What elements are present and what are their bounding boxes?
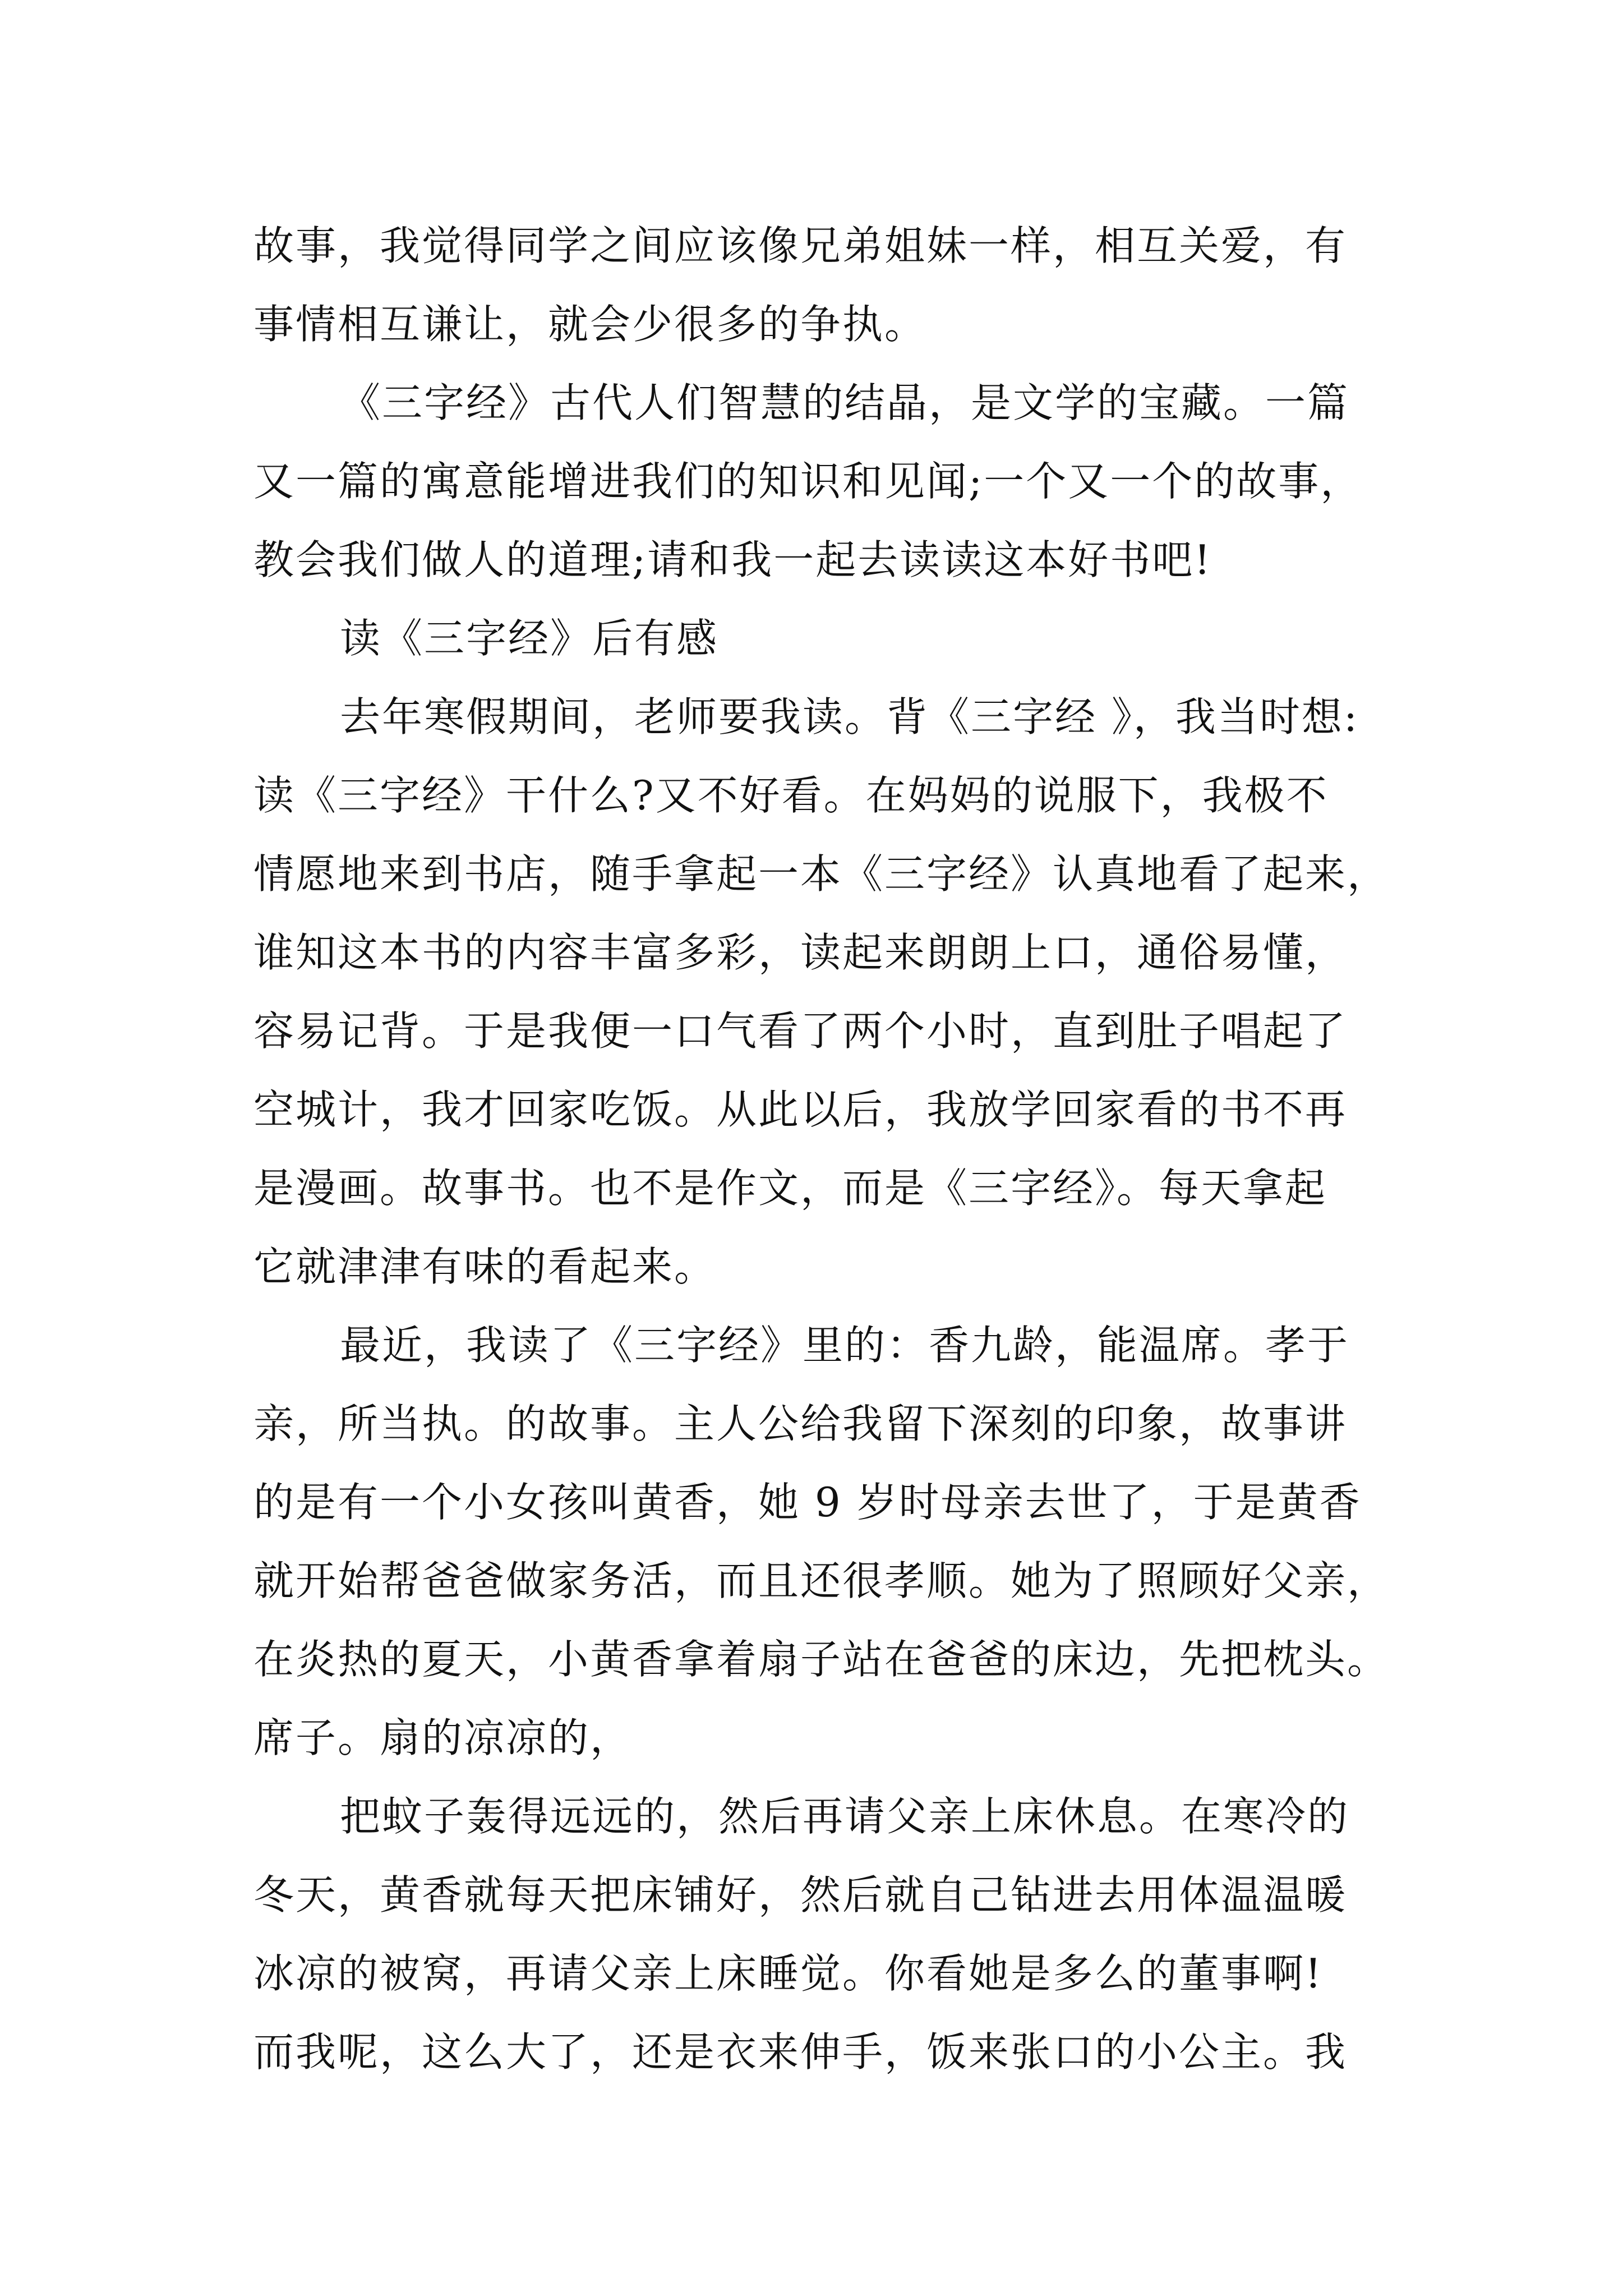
text-line: 读《三字经》干什么?又不好看。在妈妈的说服下，我极不 <box>253 772 1329 819</box>
text-line: 教会我们做人的道理;请和我一起去读读这本好书吧! <box>253 536 1212 583</box>
text-line: 的是有一个小女孩叫黄香，她 9 岁时母亲去世了，于是黄香 <box>253 1479 1362 1526</box>
paragraph-first-line: 去年寒假期间，老师要我读。背《三字经 》，我当时想: <box>340 693 1359 740</box>
text-line: 事情相互谦让，就会少很多的争执。 <box>253 301 927 348</box>
text-line: 亲，所当执。的故事。主人公给我留下深刻的印象，故事讲 <box>253 1400 1348 1447</box>
text-line: 空城计，我才回家吃饭。从此以后，我放学回家看的书不再 <box>253 1086 1348 1133</box>
text-line: 容易记背。于是我便一口气看了两个小时，直到肚子唱起了 <box>253 1007 1348 1055</box>
text-line: 而我呢，这么大了，还是衣来伸手，饭来张口的小公主。我 <box>253 2028 1348 2076</box>
text-line: 席子。扇的凉凉的， <box>253 1714 633 1761</box>
text-line: 就开始帮爸爸做家务活，而且还很孝顺。她为了照顾好父亲， <box>253 1557 1390 1604</box>
paragraph-first-line: 把蚊子轰得远远的，然后再请父亲上床休息。在寒冷的 <box>340 1793 1350 1840</box>
text-line: 情愿地来到书店，随手拿起一本《三字经》认真地看了起来， <box>253 850 1390 898</box>
paragraph-first-line: 读《三字经》后有感 <box>340 615 719 662</box>
text-line: 是漫画。故事书。也不是作文，而是《三字经》。每天拿起 <box>253 1165 1327 1212</box>
text-line: 冰凉的被窝，再请父亲上床睡觉。你看她是多么的董事啊! <box>253 1950 1323 1997</box>
text-line: 故事，我觉得同学之间应该像兄弟姐妹一样，相互关爱，有 <box>253 222 1348 269</box>
text-line: 又一篇的寓意能增进我们的知识和见闻;一个又一个的故事， <box>253 458 1363 505</box>
text-line: 在炎热的夏天，小黄香拿着扇子站在爸爸的床边，先把枕头。 <box>253 1636 1390 1683</box>
text-line: 它就津津有味的看起来。 <box>253 1243 717 1290</box>
paragraph-first-line: 《三字经》古代人们智慧的结晶，是文学的宝藏。一篇 <box>340 379 1350 426</box>
text-line: 谁知这本书的内容丰富多彩，读起来朗朗上口，通俗易懂， <box>253 929 1348 976</box>
text-line: 冬天，黄香就每天把床铺好，然后就自己钻进去用体温温暖 <box>253 1871 1348 1918</box>
paragraph-first-line: 最近，我读了《三字经》里的：香九龄，能温席。孝于 <box>340 1322 1350 1369</box>
document-page <box>253 217 1392 2101</box>
